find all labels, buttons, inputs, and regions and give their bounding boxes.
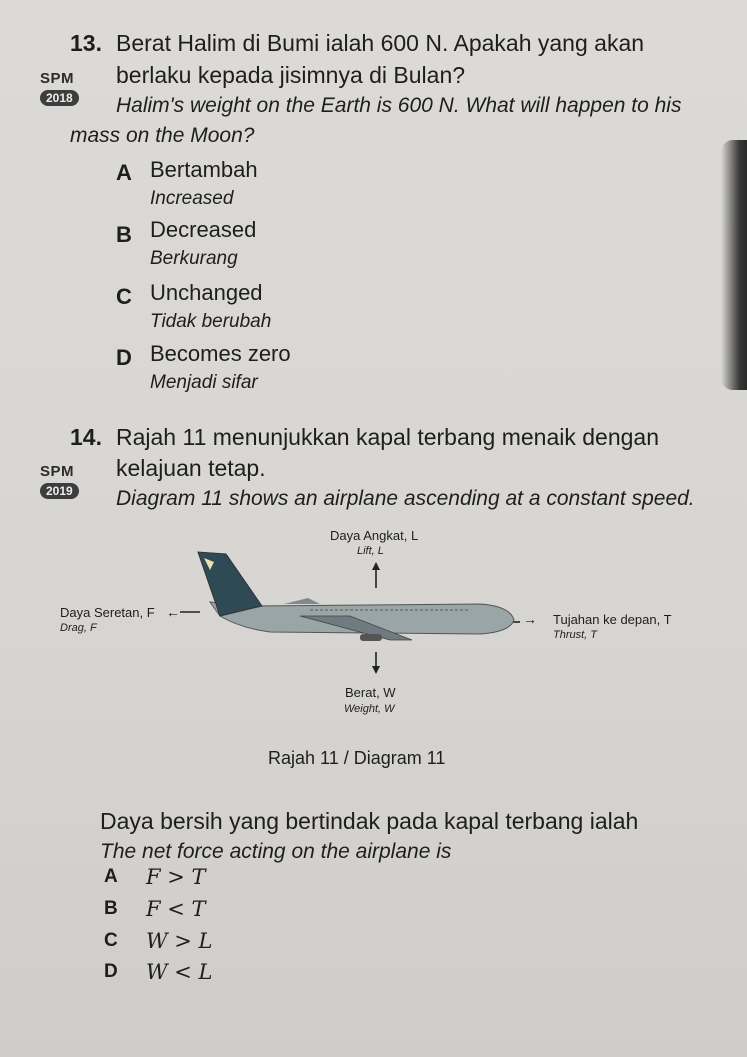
drag-label-malay: Daya Seretan, F xyxy=(60,605,155,620)
option-a-expression[interactable]: F > T xyxy=(146,865,206,889)
option-c-translation: Tidak berubah xyxy=(150,311,272,332)
question-text-malay-line1: Rajah 11 menunjukkan kapal terbang menaik dengan xyxy=(116,424,660,450)
question-prompt-english: The net force acting on the airplane is xyxy=(100,840,452,863)
lift-arrowhead xyxy=(372,562,380,570)
lift-label-english: Lift, L xyxy=(357,545,384,557)
option-c-letter[interactable]: C xyxy=(104,930,118,951)
option-b-letter[interactable]: B xyxy=(116,222,132,247)
option-b-expression[interactable]: F < T xyxy=(146,897,206,921)
question-number: 13. xyxy=(70,30,102,56)
drag-label-english: Drag, F xyxy=(60,622,97,634)
drag-arrow-icon: ← xyxy=(166,604,180,620)
year-badge: 2019 xyxy=(40,483,79,499)
airplane-icon xyxy=(198,552,514,641)
option-b-letter[interactable]: B xyxy=(104,898,118,919)
option-c-expression[interactable]: W > L xyxy=(146,929,213,953)
option-c-letter[interactable]: C xyxy=(116,284,132,309)
option-d-letter[interactable]: D xyxy=(116,345,132,370)
weight-label-malay: Berat, W xyxy=(345,685,396,700)
thrust-label-malay: Tujahan ke depan, T xyxy=(553,612,672,627)
spm-badge: SPM xyxy=(40,463,75,480)
question-text-malay-line1: Berat Halim di Bumi ialah 600 N. Apakah yang akan xyxy=(116,30,645,56)
question-text-malay-line2: kelajuan tetap. xyxy=(116,455,266,481)
weight-label-english: Weight, W xyxy=(344,703,395,715)
option-b-text[interactable]: Decreased xyxy=(150,217,257,242)
option-d-letter[interactable]: D xyxy=(104,961,118,982)
question-prompt-malay: Daya bersih yang bertindak pada kapal terbang ialah xyxy=(100,808,639,834)
question-text-english-line1: Halim's weight on the Earth is 600 N. What will happen to his xyxy=(116,94,682,117)
option-d-text[interactable]: Becomes zero xyxy=(150,341,291,366)
option-d-expression[interactable]: W < L xyxy=(146,960,213,984)
thrust-arrow-icon: → xyxy=(523,611,537,627)
question-number: 14. xyxy=(70,424,102,450)
option-b-translation: Berkurang xyxy=(150,248,238,269)
thrust-label-english: Thrust, T xyxy=(553,629,598,641)
year-badge: 2018 xyxy=(40,90,79,106)
page-edge-shadow xyxy=(721,140,747,390)
question-text-malay-line2: berlaku kepada jisimnya di Bulan? xyxy=(116,62,466,88)
question-text-english-line1: Diagram 11 shows an airplane ascending at a constant speed. xyxy=(116,487,695,510)
option-d-translation: Menjadi sifar xyxy=(150,372,258,393)
option-a-text[interactable]: Bertambah xyxy=(150,157,258,182)
option-a-letter[interactable]: A xyxy=(116,160,132,185)
spm-badge: SPM xyxy=(40,70,75,87)
option-a-letter[interactable]: A xyxy=(104,866,118,887)
question-text-english-line2: mass on the Moon? xyxy=(70,124,255,147)
lift-label-malay: Daya Angkat, L xyxy=(330,528,419,543)
diagram-caption: Rajah 11 / Diagram 11 xyxy=(268,748,446,768)
option-c-text[interactable]: Unchanged xyxy=(150,280,263,305)
weight-arrowhead xyxy=(372,666,380,674)
airplane-diagram xyxy=(180,540,520,680)
option-a-translation: Increased xyxy=(150,188,234,209)
